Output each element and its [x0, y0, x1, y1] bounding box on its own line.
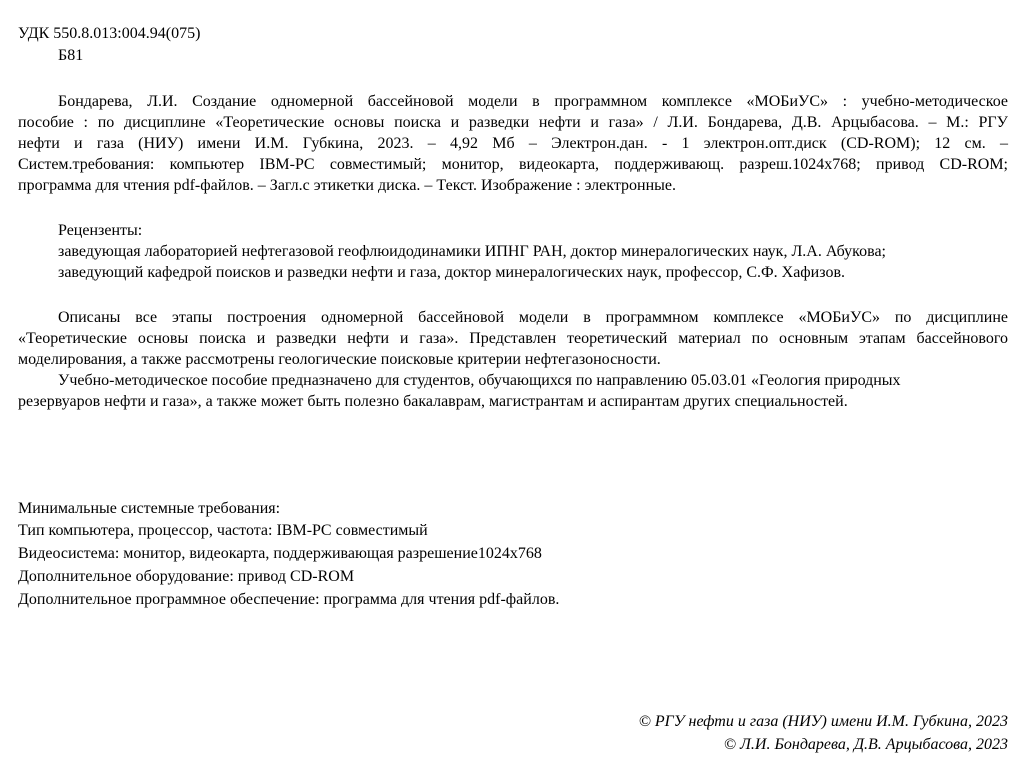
text-line: моделирования, а также рассмотрены геологические поисковые критерии нефтегазоносности.: [18, 351, 661, 368]
copyright-line: © РГУ нефти и газа (НИУ) имени И.М. Губкина, 2023: [638, 713, 1008, 730]
requirements-title: Минимальные системные требования:: [18, 500, 281, 517]
text-line: «Теоретические основы поиска и разведки нефти и газа». Представлен теоретический материал по основным этапам бассейнового: [18, 330, 1008, 347]
text-line: программа для чтения pdf-файлов. – Загл.с этикетки диска. – Текст. Изображение : электронные.: [18, 177, 676, 194]
text-line: резервуаров нефти и газа», а также может быть полезно бакалаврам, магистрантам и аспирантам других специальностей.: [18, 393, 848, 410]
text-line: пособие : по дисциплине «Теоретические основы поиска и разведки нефти и газа» / Л.И. Бондарева, Д.В. Арцыбасова. – М.: РГУ: [18, 114, 1008, 131]
reviewers-title: Рецензенты:: [58, 222, 143, 239]
text-line: Систем.требования: компьютер IBM-PC совместимый; монитор, видеокарта, поддерживающ. разреш.1024x768; привод CD-ROM;: [18, 156, 1008, 173]
reviewer: заведующая лабораторией нефтегазовой геофлюидодинамики ИПНГ РАН, доктор минералогических наук, Л.А. Абукова;: [58, 243, 886, 260]
text-line: нефти и газа (НИУ) имени И.М. Губкина, 2023. – 4,92 Мб – Электрон.дан. - 1 электрон.опт.диск (CD-ROM); 12 см. –: [18, 135, 1008, 152]
udk-code: УДК 550.8.013:004.94(075): [18, 25, 201, 42]
text-line: Описаны все этапы построения одномерной бассейновой модели в программном комплексе «МОБиУС» по дисциплине: [58, 309, 1008, 326]
copyright-line: © Л.И. Бондарева, Д.В. Арцыбасова, 2023: [723, 736, 1008, 753]
requirement: Тип компьютера, процессор, частота: IBM-PC совместимый: [18, 522, 428, 539]
text-line: Учебно-методическое пособие предназначено для студентов, обучающихся по направлению 05.03.01 «Геология природных: [58, 372, 901, 389]
reviewer: заведующий кафедрой поисков и разведки нефти и газа, доктор минералогических наук, профессор, С.Ф. Хафизов.: [58, 264, 845, 281]
bbk-code: Б81: [58, 47, 84, 64]
text-line: Бондарева, Л.И. Создание одномерной бассейновой модели в программном комплексе «МОБиУС» : учебно-методическое: [58, 93, 1008, 110]
requirement: Дополнительное программное обеспечение: программа для чтения pdf-файлов.: [18, 591, 560, 608]
requirement: Видеосистема: монитор, видеокарта, поддерживающая разрешение1024x768: [18, 545, 542, 562]
requirement: Дополнительное оборудование: привод CD-ROM: [18, 568, 355, 585]
